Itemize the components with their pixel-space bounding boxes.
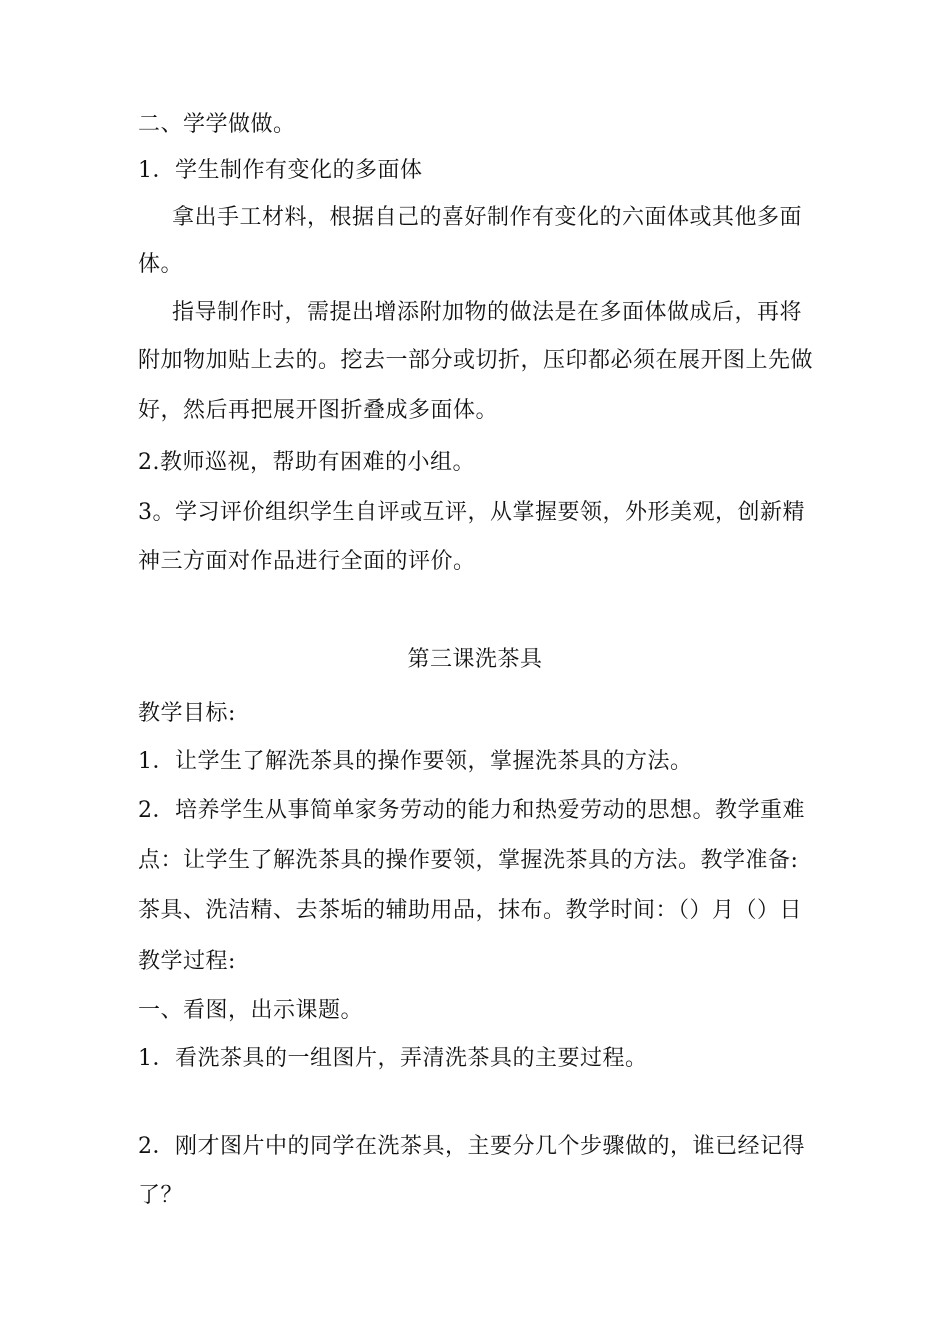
section-heading: 二、学学做做。	[138, 112, 296, 137]
step-heading: 一、看图，出示课题。	[138, 998, 364, 1023]
paragraph-2-line-2: 附加物加贴上去的。挖去一部分或切折，压印都必须在展开图上先做	[138, 348, 814, 373]
paragraph-1-line-1: 拿出手工材料，根据自己的喜好制作有变化的六面体或其他多面	[172, 205, 803, 230]
goal-1: 1．让学生了解洗茶具的操作要领，掌握洗茶具的方法。	[138, 749, 693, 774]
lesson-title: 第三课洗茶具	[407, 647, 543, 672]
paragraph-2-line-1: 指导制作时，需提出增添附加物的做法是在多面体做成后，再将	[172, 300, 803, 325]
paragraph-2-line-3: 好，然后再把展开图折叠成多面体。	[138, 398, 499, 423]
item-2: 2.教师巡视，帮助有困难的小组。	[138, 450, 475, 475]
item-1-title: 1．学生制作有变化的多面体	[138, 158, 423, 183]
step-2-line-1: 2．刚才图片中的同学在洗茶具，主要分几个步骤做的，谁已经记得	[138, 1134, 805, 1159]
goal-2-line-2: 点：让学生了解洗茶具的操作要领，掌握洗茶具的方法。教学准备:	[138, 848, 799, 873]
step-2-line-2: 了？	[138, 1183, 184, 1208]
goals-label: 教学目标:	[138, 701, 236, 726]
paragraph-1-line-2: 体。	[138, 252, 184, 277]
goal-2-line-1: 2．培养学生从事简单家务劳动的能力和热爱劳动的思想。教学重难	[138, 798, 805, 823]
step-1: 1．看洗茶具的一组图片，弄清洗茶具的主要过程。	[138, 1046, 648, 1071]
goal-2-line-3: 茶具、洗洁精、去茶垢的辅助用品，抹布。教学时间：（）月（）日	[138, 898, 803, 923]
process-label: 教学过程:	[138, 949, 236, 974]
item-3-line-1: 3。学习评价组织学生自评或互评，从掌握要领，外形美观，创新精	[138, 500, 805, 525]
item-3-line-2: 神三方面对作品进行全面的评价。	[138, 549, 476, 574]
